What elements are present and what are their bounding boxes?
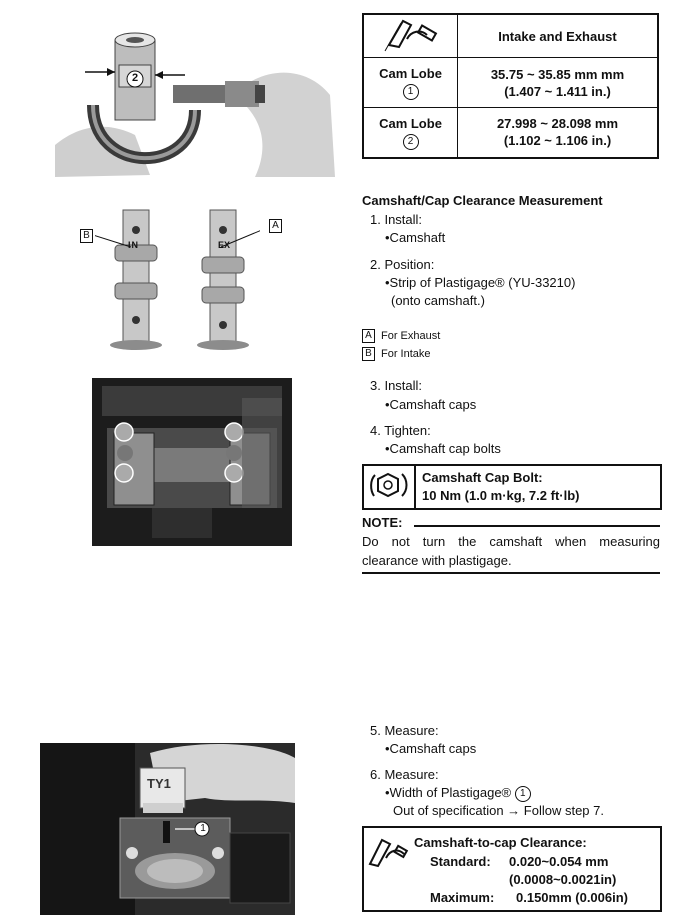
camshafts-photo [95,205,260,353]
camshaft-ex-mark: EX [218,240,231,250]
micrometer-icon [381,15,441,53]
step-5-item: •Camshaft caps [385,741,477,756]
cam-lobe-1-label [363,58,458,108]
step-2-item: •Strip of Plastigage® (YU-33210) [385,275,576,290]
note-text: Do not turn the camshaft when measuring clearance with plastigage. [362,534,660,568]
cam-lobe-1-text: Cam Lobe [379,66,442,82]
camshaft-in-mark: IN [128,240,139,250]
clearance-box [362,826,662,912]
step-5-title: 5. Measure: [370,723,439,738]
step-2-sub: (onto camshaft.) [391,293,485,308]
clearance-standard-in: (0.0008~0.0021in) [509,872,617,887]
section-title: Camshaft/Cap Clearance Measurement [362,193,603,208]
plastigage-callout: 1 [200,823,206,834]
clearance-maximum-label: Maximum: [430,890,495,905]
step-2-title: 2. Position: [370,257,435,272]
cam-lobe-1-value [458,58,659,108]
legend-a-text: For Exhaust [381,329,441,342]
torque-title: Camshaft Cap Bolt: [422,470,543,485]
step-4-item: •Camshaft cap bolts [385,441,501,456]
step-6-item [385,784,531,802]
step-3-item: •Camshaft caps [385,397,477,412]
micrometer-callout: 2 [131,72,139,84]
feeler-icon [366,834,410,870]
legend-exhaust [362,329,440,343]
callout-a: A [269,219,282,233]
step-6-item-number: 1 [515,786,531,802]
torque-divider [414,466,416,508]
cam-lobe-1-in: (1.407 ~ 1.411 in.) [504,83,611,99]
step-1-title: 1. Install: [370,212,423,227]
clearance-standard-value: 0.020~0.054 mm [509,854,609,869]
legend-b-text: For Intake [381,347,431,360]
cam-lobe-1-mm: 35.75 ~ 35.85 mm mm [490,66,625,82]
step-6-title: 6. Measure: [370,767,439,782]
note-label: NOTE: [362,515,403,530]
step-6-sub: Out of specification → Follow step 7. [393,803,604,818]
cam-lobe-2-text: Cam Lobe [379,115,442,131]
cam-lobe-spec-table [362,13,659,159]
measure-tool-cell [363,14,458,58]
legend-b-key: B [362,347,375,361]
legend-intake [362,347,431,361]
step-1-item: •Camshaft [385,230,446,245]
cam-lobe-2-mm: 27.998 ~ 28.098 mm [496,116,619,132]
torque-wrench-icon [368,470,410,504]
callout-b: B [80,229,93,243]
plastigage-tag: TY1 [147,776,171,791]
clearance-title: Camshaft-to-cap Clearance: [414,835,587,850]
plastigage-photo [40,743,295,915]
note-rule-bottom [362,572,660,574]
spec-header: Intake and Exhaust [458,14,659,58]
clearance-standard-label: Standard: [430,854,491,869]
cam-lobe-2-label [363,108,458,158]
micrometer-photo [55,25,335,177]
cam-lobe-2-in: (1.102 ~ 1.106 in.) [503,133,612,149]
torque-box [362,464,662,510]
cylinder-head-photo [92,378,292,546]
clearance-maximum-value: 0.150mm (0.006in) [516,890,629,905]
step-6-item-text: •Width of Plastigage® [385,785,512,800]
cam-lobe-2-value [458,108,659,158]
step-4-title: 4. Tighten: [370,423,431,438]
cam-lobe-1-number: 1 [403,84,419,100]
cam-lobe-2-number: 2 [403,134,419,150]
torque-value: 10 Nm (1.0 m·kg, 7.2 ft·lb) [422,488,580,503]
legend-a-key: A [362,329,375,343]
step-3-title: 3. Install: [370,378,423,393]
note-rule-top [414,525,660,527]
